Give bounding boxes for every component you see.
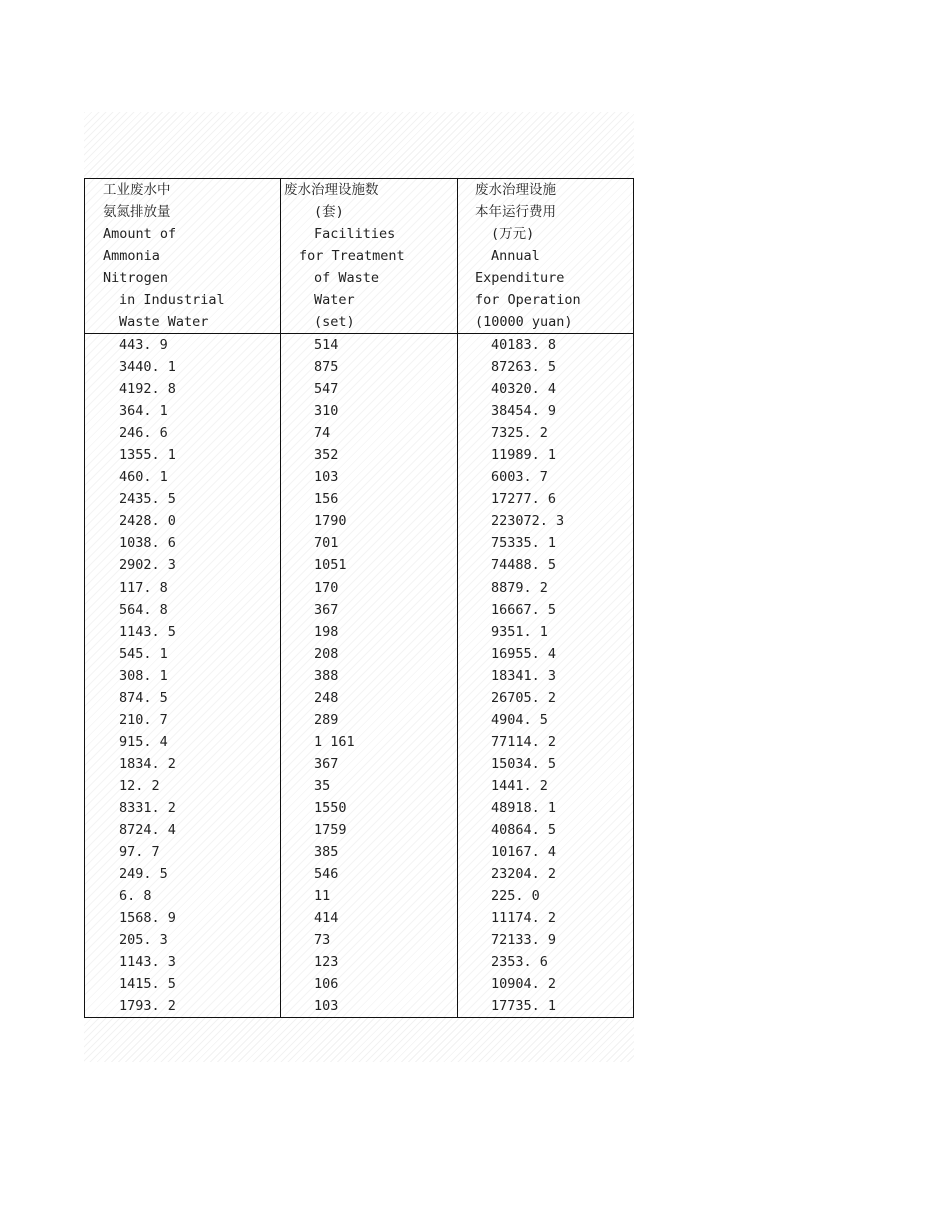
header-ammonia-nitrogen (85, 179, 280, 333)
expenditure-cell: 77114. 2 (491, 733, 557, 750)
hatched-band-top (84, 112, 634, 178)
header-line: in Industrial (119, 292, 225, 308)
table-row (85, 334, 633, 356)
table-row (85, 973, 633, 995)
facilities-cell: 170 (314, 579, 339, 596)
ammonia-nitrogen-cell: 874. 5 (119, 689, 168, 706)
facilities-cell: 1051 (314, 557, 347, 574)
header-line: Annual (491, 248, 540, 264)
table-row (85, 665, 633, 687)
header-line: 废水治理设施 (475, 182, 556, 198)
ammonia-nitrogen-cell: 1038. 6 (119, 535, 176, 552)
facilities-cell: 1550 (314, 799, 347, 816)
expenditure-cell: 18341. 3 (491, 667, 557, 684)
expenditure-cell: 87263. 5 (491, 359, 557, 376)
facilities-cell: 123 (314, 954, 339, 971)
ammonia-nitrogen-cell: 545. 1 (119, 645, 168, 662)
header-line: Water (314, 292, 355, 308)
facilities-cell: 103 (314, 998, 339, 1015)
header-line: 本年运行费用 (475, 204, 556, 220)
expenditure-cell: 10904. 2 (491, 976, 557, 993)
header-line: (10000 yuan) (475, 314, 573, 330)
facilities-cell: 875 (314, 359, 339, 376)
ammonia-nitrogen-cell: 915. 4 (119, 733, 168, 750)
expenditure-cell: 11174. 2 (491, 910, 557, 927)
expenditure-cell: 225. 0 (491, 888, 540, 905)
table-row (85, 885, 633, 907)
header-line: Ammonia (103, 248, 160, 264)
ammonia-nitrogen-cell: 1568. 9 (119, 910, 176, 927)
facilities-cell: 414 (314, 910, 339, 927)
facilities-cell: 385 (314, 844, 339, 861)
header-line: Waste Water (119, 314, 209, 330)
table-row (85, 577, 633, 599)
table-row (85, 378, 633, 400)
expenditure-cell: 16955. 4 (491, 645, 557, 662)
facilities-cell: 310 (314, 403, 339, 420)
facilities-cell: 701 (314, 535, 339, 552)
expenditure-cell: 26705. 2 (491, 689, 557, 706)
ammonia-nitrogen-cell: 564. 8 (119, 601, 168, 618)
expenditure-cell: 15034. 5 (491, 755, 557, 772)
data-table (84, 178, 634, 1018)
table-row (85, 444, 633, 466)
expenditure-cell: 4904. 5 (491, 711, 548, 728)
facilities-cell: 1790 (314, 513, 347, 530)
ammonia-nitrogen-cell: 364. 1 (119, 403, 168, 420)
table-row (85, 621, 633, 643)
facilities-cell: 73 (314, 932, 331, 949)
table-body (85, 334, 633, 1017)
facilities-cell: 106 (314, 976, 339, 993)
ammonia-nitrogen-cell: 2902. 3 (119, 557, 176, 574)
header-facilities (281, 179, 457, 333)
table-row (85, 775, 633, 797)
expenditure-cell: 72133. 9 (491, 932, 557, 949)
table-row (85, 466, 633, 488)
facilities-cell: 388 (314, 667, 339, 684)
expenditure-cell: 75335. 1 (491, 535, 557, 552)
facilities-cell: 74 (314, 425, 331, 442)
table-row (85, 422, 633, 444)
table-row (85, 488, 633, 510)
table-row (85, 841, 633, 863)
ammonia-nitrogen-cell: 2428. 0 (119, 513, 176, 530)
expenditure-cell: 16667. 5 (491, 601, 557, 618)
facilities-cell: 367 (314, 601, 339, 618)
expenditure-cell: 1441. 2 (491, 777, 548, 794)
ammonia-nitrogen-cell: 210. 7 (119, 711, 168, 728)
expenditure-cell: 48918. 1 (491, 799, 557, 816)
header-line: (万元) (491, 226, 535, 242)
expenditure-cell: 6003. 7 (491, 469, 548, 486)
facilities-cell: 547 (314, 381, 339, 398)
facilities-cell: 208 (314, 645, 339, 662)
ammonia-nitrogen-cell: 4192. 8 (119, 381, 176, 398)
table-row (85, 797, 633, 819)
facilities-cell: 289 (314, 711, 339, 728)
facilities-cell: 367 (314, 755, 339, 772)
facilities-cell: 352 (314, 447, 339, 464)
ammonia-nitrogen-cell: 1143. 5 (119, 623, 176, 640)
table-row (85, 709, 633, 731)
hatched-band-bottom (84, 1018, 634, 1062)
header-line: (套) (314, 204, 344, 220)
expenditure-cell: 223072. 3 (491, 513, 565, 530)
table-row (85, 929, 633, 951)
facilities-cell: 35 (314, 777, 331, 794)
facilities-cell: 156 (314, 491, 339, 508)
ammonia-nitrogen-cell: 3440. 1 (119, 359, 176, 376)
table-row (85, 554, 633, 576)
ammonia-nitrogen-cell: 6. 8 (119, 888, 152, 905)
ammonia-nitrogen-cell: 308. 1 (119, 667, 168, 684)
expenditure-cell: 10167. 4 (491, 844, 557, 861)
header-line: Amount of (103, 226, 177, 242)
expenditure-cell: 40183. 8 (491, 337, 557, 353)
facilities-cell: 248 (314, 689, 339, 706)
ammonia-nitrogen-cell: 460. 1 (119, 469, 168, 486)
header-line: for Operation (475, 292, 581, 308)
facilities-cell: 1759 (314, 822, 347, 839)
table-row (85, 951, 633, 973)
table-row (85, 510, 633, 532)
facilities-cell: 11 (314, 888, 331, 905)
table-row (85, 532, 633, 554)
header-line: for Treatment (299, 248, 405, 264)
ammonia-nitrogen-cell: 1415. 5 (119, 976, 176, 993)
expenditure-cell: 40320. 4 (491, 381, 557, 398)
table-row (85, 907, 633, 929)
facilities-cell: 546 (314, 866, 339, 883)
facilities-cell: 514 (314, 337, 339, 353)
expenditure-cell: 7325. 2 (491, 425, 548, 442)
ammonia-nitrogen-cell: 1355. 1 (119, 447, 176, 464)
expenditure-cell: 11989. 1 (491, 447, 557, 464)
header-line: Facilities (314, 226, 396, 242)
ammonia-nitrogen-cell: 97. 7 (119, 844, 160, 861)
table-row (85, 356, 633, 378)
expenditure-cell: 17735. 1 (491, 998, 557, 1015)
table-row (85, 863, 633, 885)
ammonia-nitrogen-cell: 2435. 5 (119, 491, 176, 508)
ammonia-nitrogen-cell: 117. 8 (119, 579, 168, 596)
expenditure-cell: 23204. 2 (491, 866, 557, 883)
header-line: 工业废水中 (103, 182, 171, 198)
ammonia-nitrogen-cell: 8331. 2 (119, 799, 176, 816)
table-row (85, 687, 633, 709)
expenditure-cell: 9351. 1 (491, 623, 548, 640)
table-row (85, 400, 633, 422)
header-line: (set) (314, 314, 355, 330)
expenditure-cell: 40864. 5 (491, 822, 557, 839)
header-line: of Waste (314, 270, 380, 286)
table-row (85, 995, 633, 1017)
ammonia-nitrogen-cell: 8724. 4 (119, 822, 176, 839)
table-row (85, 643, 633, 665)
header-line: 废水治理设施数 (284, 182, 379, 198)
expenditure-cell: 2353. 6 (491, 954, 548, 971)
expenditure-cell: 17277. 6 (491, 491, 557, 508)
ammonia-nitrogen-cell: 205. 3 (119, 932, 168, 949)
ammonia-nitrogen-cell: 1143. 3 (119, 954, 176, 971)
header-line: 氨氮排放量 (103, 204, 171, 220)
expenditure-cell: 38454. 9 (491, 403, 557, 420)
header-line: Nitrogen (103, 270, 169, 286)
expenditure-cell: 8879. 2 (491, 579, 548, 596)
table-row (85, 753, 633, 775)
ammonia-nitrogen-cell: 246. 6 (119, 425, 168, 442)
expenditure-cell: 74488. 5 (491, 557, 557, 574)
table-row (85, 819, 633, 841)
header-annual-expenditure (458, 179, 633, 333)
ammonia-nitrogen-cell: 12. 2 (119, 777, 160, 794)
table-row (85, 599, 633, 621)
facilities-cell: 1 161 (314, 733, 355, 750)
facilities-cell: 103 (314, 469, 339, 486)
ammonia-nitrogen-cell: 249. 5 (119, 866, 168, 883)
table-row (85, 731, 633, 753)
ammonia-nitrogen-cell: 1834. 2 (119, 755, 176, 772)
facilities-cell: 198 (314, 623, 339, 640)
ammonia-nitrogen-cell: 443. 9 (119, 337, 168, 353)
header-line: Expenditure (475, 270, 565, 286)
ammonia-nitrogen-cell: 1793. 2 (119, 998, 176, 1015)
